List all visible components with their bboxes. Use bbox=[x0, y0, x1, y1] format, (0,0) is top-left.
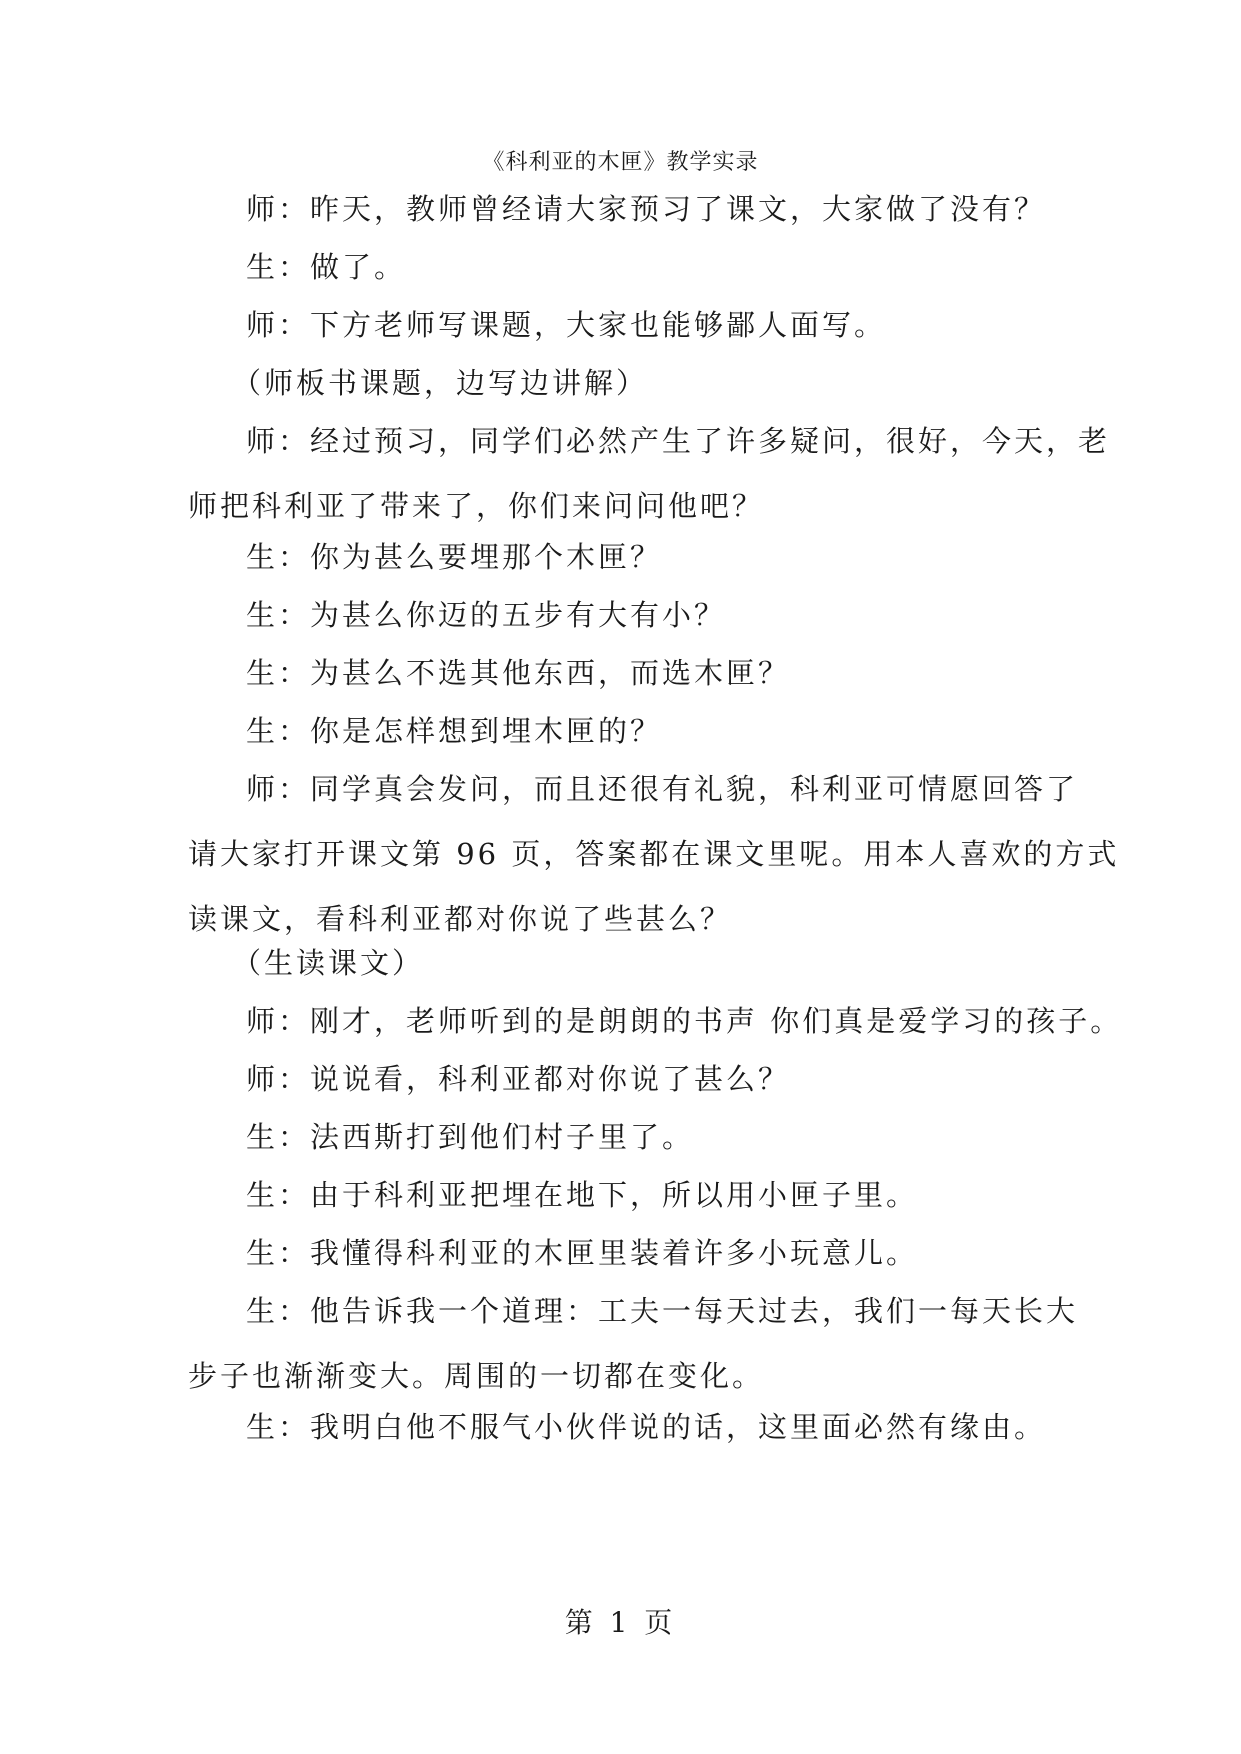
paragraph bbox=[188, 293, 1136, 358]
paragraph bbox=[188, 989, 1136, 1054]
text-line: 生：为甚么你迈的五步有大有小？ bbox=[246, 598, 727, 632]
text-line: 生：你是怎样想到埋木匣的？ bbox=[246, 714, 663, 748]
text-line: 师把科利亚了带来了，你们来问问他吧？ bbox=[188, 489, 765, 523]
paragraph bbox=[188, 1047, 1136, 1112]
paragraph bbox=[188, 1221, 1136, 1286]
paragraph bbox=[188, 583, 1136, 648]
document-title: 《科利亚的木匣》教学实录 bbox=[482, 150, 759, 175]
text-line: （师板书课题，边写边讲解） bbox=[232, 366, 649, 400]
page-number: 第 1 页 bbox=[564, 1606, 677, 1639]
paragraph bbox=[188, 177, 1136, 242]
text-line: （生读课文） bbox=[232, 946, 425, 980]
text-line: 师：经过预习，同学们必然产生了许多疑问，很好，今天，老 bbox=[246, 424, 1111, 458]
paragraph bbox=[188, 235, 1136, 300]
paragraph bbox=[188, 1395, 1136, 1460]
text-line: 生：我懂得科利亚的木匣里装着许多小玩意儿。 bbox=[246, 1236, 919, 1270]
text-line: 师：说说看，科利亚都对你说了甚么？ bbox=[246, 1062, 791, 1096]
text-line: 师：昨天，教师曾经请大家预习了课文，大家做了没有？ bbox=[246, 192, 1047, 226]
text-line: 师：同学真会发问，而且还很有礼貌，科利亚可情愿回答了 bbox=[246, 772, 1079, 806]
paragraph bbox=[188, 641, 1136, 706]
text-line: 生：他告诉我一个道理：工夫一每天过去，我们一每天长大 bbox=[246, 1294, 1079, 1328]
paragraph bbox=[188, 525, 1136, 590]
paragraph bbox=[188, 699, 1136, 764]
text-line: 师：下方老师写课题，大家也能够鄙人面写。 bbox=[246, 308, 887, 342]
text-line: 师：刚才，老师听到的是朗朗的书声 你们真是爱学习的孩子。 bbox=[246, 1004, 1123, 1038]
paragraph bbox=[188, 1279, 1078, 1409]
text-line: 生：法西斯打到他们村子里了。 bbox=[246, 1120, 695, 1154]
text-line: 生：我明白他不服气小伙伴说的话，这里面必然有缘由。 bbox=[246, 1410, 1047, 1444]
text-line: 请大家打开课文第 96 页，答案都在课文里呢。用本人喜欢的方式 bbox=[188, 837, 1120, 871]
text-line: 读课文，看科利亚都对你说了些甚么？ bbox=[188, 902, 733, 936]
paragraph bbox=[188, 409, 1111, 539]
paragraph bbox=[188, 351, 1122, 416]
text-line: 生：你为甚么要埋那个木匣？ bbox=[246, 540, 663, 574]
text-line: 生：由于科利亚把埋在地下，所以用小匣子里。 bbox=[246, 1178, 919, 1212]
text-line: 步子也渐渐变大。周围的一切都在变化。 bbox=[188, 1359, 765, 1393]
paragraph bbox=[188, 931, 1122, 996]
text-line: 生：为甚么不选其他东西，而选木匣？ bbox=[246, 656, 791, 690]
paragraph bbox=[188, 1105, 1136, 1170]
paragraph bbox=[188, 757, 1120, 952]
text-line: 生：做了。 bbox=[246, 250, 407, 284]
paragraph bbox=[188, 1163, 1136, 1228]
